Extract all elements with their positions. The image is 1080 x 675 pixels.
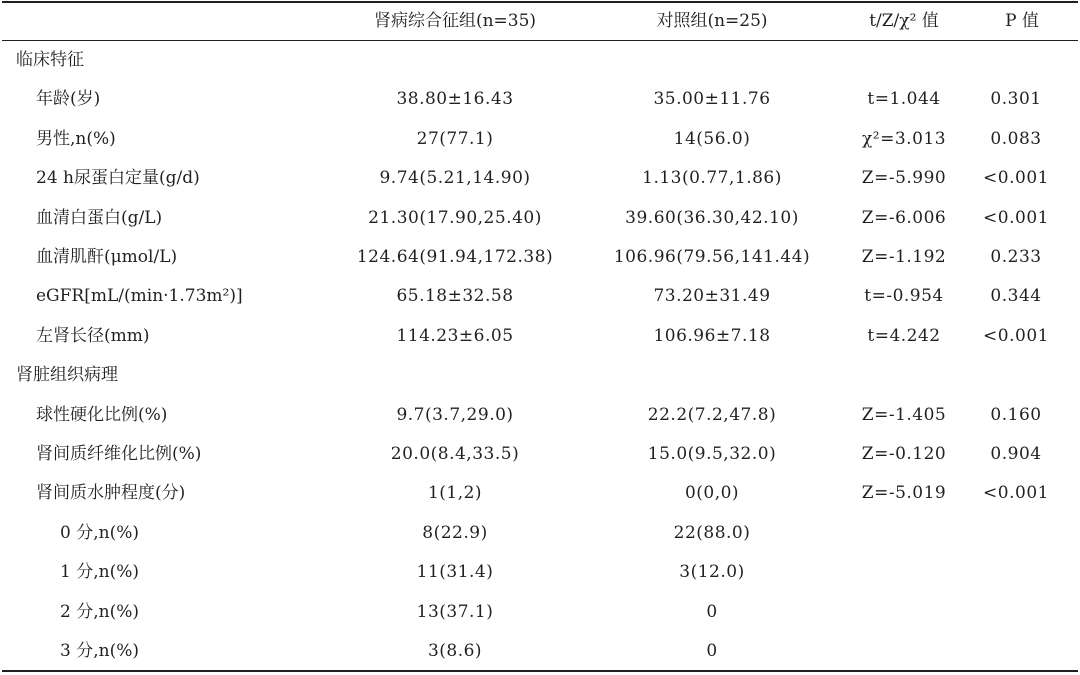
header-nephrotic: 肾病综合征组(n=35) bbox=[373, 11, 537, 31]
cell-stat: χ²=3.013 bbox=[861, 129, 947, 149]
row-label: 肾间质水肿程度(分) bbox=[36, 483, 186, 503]
cell-nephrotic: 13(37.1) bbox=[416, 602, 494, 622]
row-label: 左肾长径(mm) bbox=[36, 326, 150, 346]
cell-control: 3(12.0) bbox=[679, 562, 745, 582]
cell-stat: t=-0.954 bbox=[864, 286, 944, 306]
cell-control: 0 bbox=[706, 602, 718, 622]
header-control: 对照组(n=25) bbox=[656, 11, 768, 31]
header-stat: t/Z/χ² 值 bbox=[869, 11, 939, 31]
cell-p: 0.904 bbox=[990, 444, 1042, 464]
cell-p: 0.083 bbox=[990, 129, 1042, 149]
cell-p: <0.001 bbox=[983, 326, 1049, 346]
cell-control: 15.0(9.5,32.0) bbox=[647, 444, 777, 464]
cell-p: 0.233 bbox=[990, 247, 1042, 267]
cell-nephrotic: 8(22.9) bbox=[422, 523, 488, 543]
cell-control: 106.96±7.18 bbox=[653, 326, 771, 346]
row-label: 24 h尿蛋白定量(g/d) bbox=[36, 168, 200, 188]
row-label: 1 分,n(%) bbox=[60, 562, 139, 582]
cell-control: 14(56.0) bbox=[673, 129, 751, 149]
cell-nephrotic: 65.18±32.58 bbox=[396, 286, 514, 306]
header-p: P 值 bbox=[1005, 11, 1039, 31]
table-header-rule bbox=[2, 40, 1078, 41]
cell-control: 106.96(79.56,141.44) bbox=[613, 247, 811, 267]
cell-control: 73.20±31.49 bbox=[653, 286, 771, 306]
cell-control: 39.60(36.30,42.10) bbox=[625, 208, 799, 228]
row-label: 2 分,n(%) bbox=[60, 602, 139, 622]
cell-p: <0.001 bbox=[983, 483, 1049, 503]
cell-p: <0.001 bbox=[983, 168, 1049, 188]
cell-control: 35.00±11.76 bbox=[653, 89, 771, 109]
cell-control: 1.13(0.77,1.86) bbox=[642, 168, 782, 188]
cell-nephrotic: 9.7(3.7,29.0) bbox=[396, 405, 514, 425]
cell-stat: Z=-1.192 bbox=[861, 247, 947, 267]
cell-control: 22(88.0) bbox=[673, 523, 751, 543]
table-bottom-rule bbox=[2, 670, 1078, 672]
cell-control: 22.2(7.2,47.8) bbox=[647, 405, 777, 425]
cell-p: 0.301 bbox=[990, 89, 1042, 109]
row-label: 球性硬化比例(%) bbox=[36, 405, 168, 425]
row-label: 3 分,n(%) bbox=[60, 641, 139, 661]
cell-nephrotic: 124.64(91.94,172.38) bbox=[356, 247, 554, 267]
row-label: eGFR[mL/(min·1.73m²)] bbox=[36, 286, 243, 306]
row-label: 血清白蛋白(g/L) bbox=[36, 208, 163, 228]
cell-stat: Z=-6.006 bbox=[861, 208, 947, 228]
row-label: 肾间质纤维化比例(%) bbox=[36, 444, 202, 464]
row-label: 男性,n(%) bbox=[36, 129, 116, 149]
cell-stat: Z=-0.120 bbox=[861, 444, 947, 464]
section-label: 临床特征 bbox=[16, 50, 84, 70]
cell-nephrotic: 11(31.4) bbox=[416, 562, 494, 582]
cell-stat: Z=-5.019 bbox=[861, 483, 947, 503]
cell-stat: Z=-5.990 bbox=[861, 168, 947, 188]
cell-nephrotic: 9.74(5.21,14.90) bbox=[379, 168, 531, 188]
cell-nephrotic: 38.80±16.43 bbox=[396, 89, 514, 109]
cell-nephrotic: 1(1,2) bbox=[427, 483, 483, 503]
row-label: 0 分,n(%) bbox=[60, 523, 139, 543]
cell-nephrotic: 20.0(8.4,33.5) bbox=[390, 444, 520, 464]
cell-stat: t=1.044 bbox=[867, 89, 941, 109]
cell-stat: Z=-1.405 bbox=[861, 405, 947, 425]
cell-p: 0.160 bbox=[990, 405, 1042, 425]
cell-nephrotic: 3(8.6) bbox=[427, 641, 483, 661]
cell-p: 0.344 bbox=[990, 286, 1042, 306]
section-label: 肾脏组织病理 bbox=[16, 365, 118, 385]
row-label: 年龄(岁) bbox=[36, 89, 101, 109]
cell-nephrotic: 114.23±6.05 bbox=[396, 326, 514, 346]
cell-stat: t=4.242 bbox=[867, 326, 941, 346]
cell-nephrotic: 21.30(17.90,25.40) bbox=[368, 208, 542, 228]
cell-control: 0 bbox=[706, 641, 718, 661]
row-label: 血清肌酐(μmol/L) bbox=[36, 247, 178, 267]
cell-control: 0(0,0) bbox=[684, 483, 740, 503]
cell-nephrotic: 27(77.1) bbox=[416, 129, 494, 149]
table-top-rule bbox=[2, 1, 1078, 3]
cell-p: <0.001 bbox=[983, 208, 1049, 228]
